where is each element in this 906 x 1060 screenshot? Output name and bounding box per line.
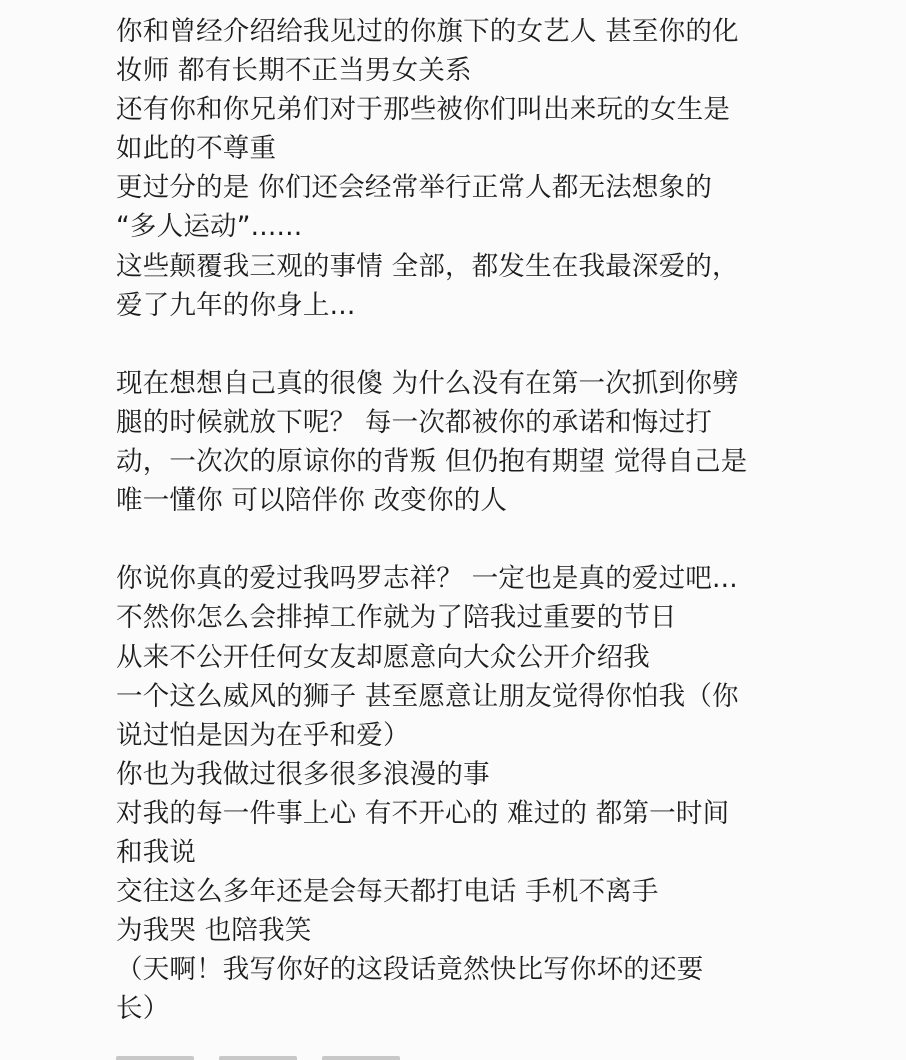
- text-line: 和我说: [116, 836, 197, 868]
- text-line: 腿的时候就放下呢？ 每一次都被你的承诺和悔过打: [116, 406, 713, 438]
- text-line: 为我哭 也陪我笑: [116, 915, 312, 947]
- text-line: 说过怕是因为在乎和爱）: [116, 719, 410, 751]
- text-line: 现在想想自己真的很傻 为什么没有在第一次抓到你劈: [116, 367, 739, 399]
- text-line: 对我的每一件事上心 有不开心的 难过的 都第一时间: [116, 797, 730, 829]
- text-line: 如此的不尊重: [116, 133, 277, 165]
- text-line: “多人运动”......: [116, 211, 303, 243]
- cropped-glyph-fragment: [219, 1056, 297, 1060]
- text-line: 你和曾经介绍给我见过的你旗下的女艺人 甚至你的化: [116, 16, 739, 47]
- cropped-glyph-fragment: [116, 1056, 194, 1060]
- text-line: 爱了九年的你身上...: [116, 289, 356, 321]
- post-body: [116, 12, 876, 1028]
- text-line: 唯一懂你 可以陪伴你 改变你的人: [116, 485, 508, 517]
- text-line: 不然你怎么会排掉工作就为了陪我过重要的节日: [116, 602, 677, 634]
- text-line: 从来不公开任何女友却愿意向大众公开介绍我: [116, 641, 650, 673]
- paragraph-gap: [116, 325, 876, 364]
- text-line: 妆师 都有长期不正当男女关系: [116, 55, 472, 87]
- paragraph-gap: [116, 520, 876, 559]
- text-line: 交往这么多年还是会每天都打电话 手机不离手: [116, 876, 659, 908]
- text-line: 还有你和你兄弟们对于那些被你们叫出来玩的女生是: [116, 94, 731, 126]
- cropped-bottom-line: [116, 1046, 516, 1060]
- text-line: （天啊！我写你好的这段话竟然快比写你坏的还要: [116, 954, 704, 986]
- cropped-glyph-fragment: [322, 1056, 400, 1060]
- text-line: 动，一次次的原谅你的背叛 但仍抱有期望 觉得自己是: [116, 446, 748, 478]
- text-line: 一个这么威风的狮子 甚至愿意让朋友觉得你怕我（你: [116, 680, 739, 712]
- text-line: 这些颠覆我三观的事情 全部，都发生在我最深爱的，: [116, 250, 739, 282]
- text-line: 你说你真的爱过我吗罗志祥？ 一定也是真的爱过吧...: [116, 563, 738, 595]
- text-line: 你也为我做过很多很多浪漫的事: [116, 758, 490, 790]
- text-line: 更过分的是 你们还会经常举行正常人都无法想象的: [116, 172, 713, 204]
- text-line: 长）: [116, 993, 170, 1025]
